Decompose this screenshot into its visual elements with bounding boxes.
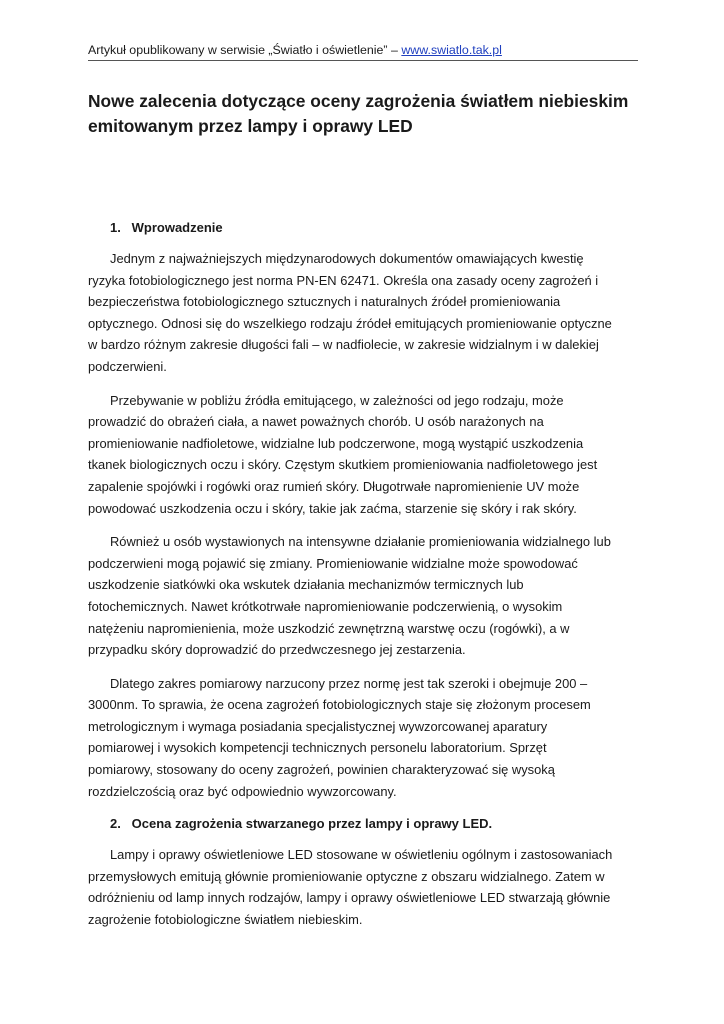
paragraph: Dlatego zakres pomiarowy narzucony przez normę jest tak szeroki i obejmuje 200 – 3000nm. To sprawia, że ocena zagrożeń fotobiologicznych staje się złożonym procesem metrologicznym i wymaga posiadania specjalistycznej wywzorcowanej aparatury pomiarowej i wysokich kompetencji technicznych personelu laboratorium. Sprzęt pomiarowy, stosowany do oceny zagrożeń, powinien charakteryzować się wysoką rozdzielczością oraz być odpowiednio wywzorcowany. [88,675,591,799]
article-title: Nowe zalecenia dotyczące oceny zagrożenia światłem niebieskim emitowanym przez lampy i oprawy LED [88,91,629,136]
page-header [88,42,636,58]
section-number: 2. [110,816,121,832]
section-heading-led-assessment [88,814,640,834]
header-text: Artykuł opublikowany w serwisie „Światło i oświetlenie” – [88,43,402,57]
paragraph: Również u osób wystawionych na intensywne działanie promieniowania widzialnego lub podczerwieni mogą pojawić się zmiany. Promieniowanie widzialne może spowodować uszkodzenie siatkówki oka wskutek działania mechanizmów termicznych lub fotochemicznych. Nawet krótkotrwałe napromieniowanie podczerwienią, o wysokim natężeniu napromienienia, może uszkodzić zewnętrzną warstwę oczu (rogówki), a w przypadku skóry doprowadzić do przedwczesnego jej zestarzenia. [88,534,611,658]
paragraph: Przebywanie w pobliżu źródła emitującego, w zależności od jego rodzaju, może prowadzić do obrażeń ciała, a nawet poważnych chorób. U osób narażonych na promieniowanie nadfioletowe, widzialne lub podczerwone, mogą wystąpić uszkodzenia tkanek biologicznych oczu i skóry. Częstym skutkiem promieniowania nadfioletowego jest zapalenie spojówki i rogówki oraz rumień skóry. Długotrwałe napromienienie UV może powodować uszkodzenia oczu i skóry, takie jak zaćma, starzenie się skóry i rak skóry. [88,392,598,516]
paragraph: Lampy i oprawy oświetleniowe LED stosowane w oświetleniu ogólnym i zastosowaniach przemysłowych emitują głównie promieniowanie optyczne z obszaru widzialnego. Zatem w odróżnieniu od lamp innych rodzajów, lampy i oprawy oświetleniowe LED stwarzają głównie zagrożenie fotobiologiczne światłem niebieskim. [88,847,613,928]
section-heading-introduction [88,218,640,238]
section-heading-text: Ocena zagrożenia stwarzanego przez lampy i oprawy LED. [131,816,493,832]
header-divider [88,60,638,61]
paragraph: Jednym z najważniejszych międzynarodowych dokumentów omawiających kwestię ryzyka fotobiologicznego jest norma PN-EN 62471. Określa ona zasady oceny zagrożeń i bezpieczeństwa fotobiologicznego sztucznych i naturalnych źródeł promieniowania optycznego. Odnosi się do wszelkiego rodzaju źródeł emitujących promieniowanie optyczne w bardzo różnym zakresie długości fali – w nadfiolecie, w zakresie widzialnym i w dalekiej podczerwieni. [88,251,612,374]
section-heading-text: Wprowadzenie [131,220,223,235]
header-link[interactable]: www.swiatlo.tak.pl [401,43,502,57]
article-body [88,218,640,931]
section-number: 1. [110,220,121,235]
